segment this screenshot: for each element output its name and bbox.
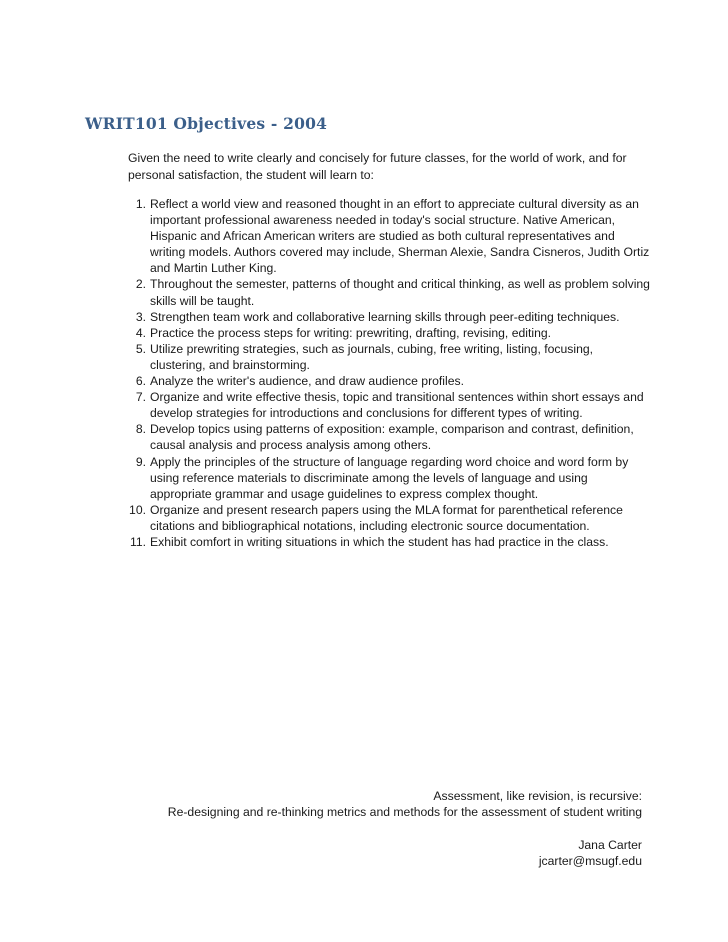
list-item: [135, 276, 650, 308]
list-item-text: Develop topics using patterns of exposition: example, comparison and contrast, definition, causal analysis and process analysis among others.: [150, 422, 634, 453]
list-item-number: 10.: [129, 502, 146, 517]
list-item: [135, 373, 650, 389]
list-item-text: Exhibit comfort in writing situations in which the student has had practice in the class.: [150, 534, 609, 549]
list-item-text: Strengthen team work and collaborative learning skills through peer-editing techniques.: [150, 309, 620, 324]
list-item-number: 9.: [135, 454, 146, 469]
list-item: [135, 196, 650, 276]
list-item: [135, 325, 650, 341]
list-item: [135, 309, 650, 325]
list-item-text: Organize and present research papers using the MLA format for parenthetical reference citations and bibliographical notations, including electronic source documentation.: [150, 502, 623, 533]
list-item-text: Throughout the semester, patterns of thought and critical thinking, as well as problem solving skills will be taught.: [150, 277, 650, 308]
list-item-text: Practice the process steps for writing: prewriting, drafting, revising, editing.: [150, 325, 552, 340]
list-item-number: 7.: [135, 390, 146, 405]
author-name: Jana Carter: [578, 838, 642, 852]
list-item: [135, 341, 650, 373]
intro-paragraph: Given the need to write clearly and concisely for future classes, for the world of work, and for personal satisfaction, the student will learn to:: [128, 151, 627, 182]
list-item-number: 5.: [135, 341, 146, 356]
list-item-number: 11.: [129, 534, 146, 549]
objectives-list: [129, 196, 650, 550]
list-item-text: Apply the principles of the structure of language regarding word choice and word form by using reference materials to discriminate among the levels of language and using appropriate grammar and usage guidelines to express complex thought.: [150, 454, 629, 501]
list-item-text: Utilize prewriting strategies, such as journals, cubing, free writing, listing, focusing, clustering, and brainstorming.: [150, 341, 594, 372]
list-item: [135, 454, 650, 502]
list-item-number: 3.: [135, 309, 146, 324]
list-item-text: Organize and write effective thesis, topic and transitional sentences within short essays and develop strategies for introductions and conclusions for different types of writing.: [150, 390, 644, 421]
footer-heading: Assessment, like revision, is recursive:: [433, 789, 642, 803]
list-item: [135, 389, 650, 421]
list-item-text: Reflect a world view and reasoned thought in an effort to appreciate cultural diversity as an important professional awareness needed in today's social structure. Native American, Hispanic and African American writers are studied as both cultural representatives and writing models. Authors covered may include, Sherman Alexie, Sandra Cisneros, Judith Ortiz and Martin Luther King.: [150, 197, 650, 276]
document-title: WRIT101 Objectives - 2004: [85, 114, 328, 133]
list-item-text: Analyze the writer's audience, and draw audience profiles.: [150, 374, 464, 389]
list-item: [129, 534, 650, 550]
list-item-number: 1.: [135, 197, 146, 211]
author-email: jcarter@msugf.edu: [538, 854, 642, 868]
list-item-number: 8.: [135, 422, 146, 437]
list-item-number: 6.: [135, 374, 146, 389]
list-item: [129, 502, 650, 534]
list-item: [135, 421, 650, 453]
list-item-number: 2.: [135, 277, 146, 292]
footer-subheading: Re-designing and re-thinking metrics and methods for the assessment of student writing: [167, 805, 642, 819]
list-item-number: 4.: [135, 325, 146, 340]
